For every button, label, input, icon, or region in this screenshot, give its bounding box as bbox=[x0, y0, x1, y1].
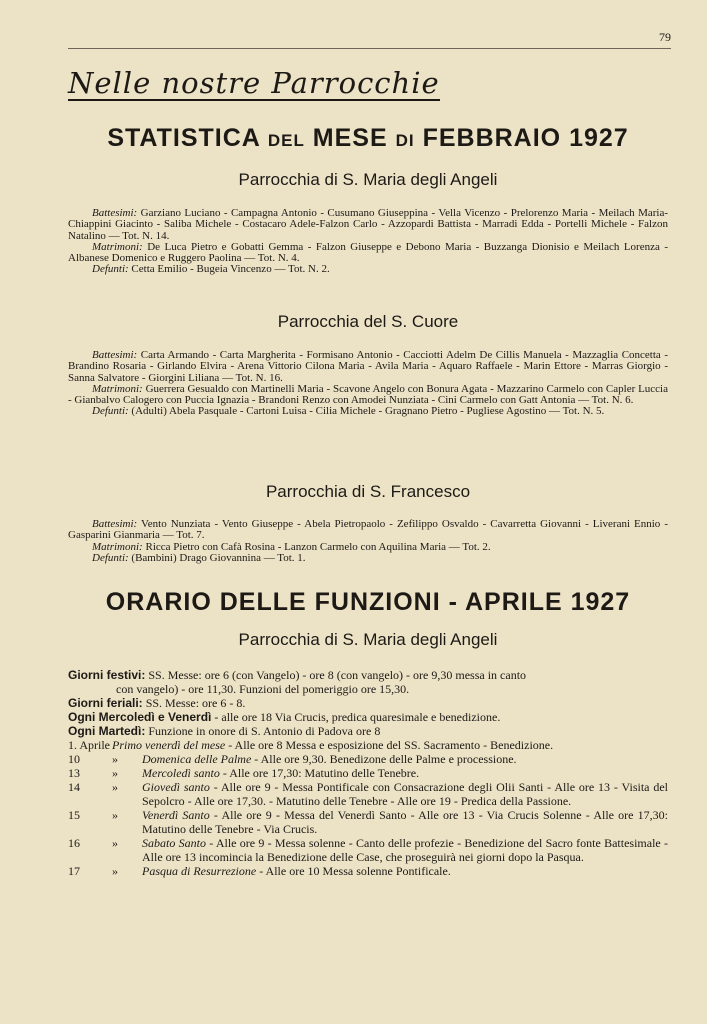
item-title: Primo venerdì del mese bbox=[112, 738, 226, 752]
label: Battesimi: bbox=[92, 207, 138, 219]
parish-record bbox=[68, 519, 668, 564]
title-word: FEBBRAIO 1927 bbox=[422, 124, 629, 152]
battesimi-text: Vento Nunziata - Vento Giuseppe - Abela Pietropaolo - Zefilippo Osvaldo - Cavarretta Giovanni - Liverani Ennio - Gasparini Gianmaria — Tot. 7. bbox=[68, 518, 668, 542]
matrimoni-text: De Luca Pietro e Gobatti Gemma - Falzon Giuseppe e Debono Maria - Buzzanga Dionisio e Meilach Lorenza - Albanese Domenico e Ruggero Paolina — Tot. N. 4. bbox=[68, 240, 668, 265]
schedule-line bbox=[68, 696, 668, 710]
title-word: DI bbox=[395, 131, 415, 150]
defunti-paragraph bbox=[68, 264, 668, 275]
label: Defunti: bbox=[92, 263, 129, 276]
schedule-line bbox=[68, 724, 668, 738]
ditto-mark: » bbox=[112, 808, 118, 822]
title-word: DEL bbox=[267, 131, 305, 150]
item-title: Sabato Santo bbox=[142, 836, 206, 850]
page-number: 79 bbox=[659, 30, 671, 44]
label: Matrimoni: bbox=[92, 540, 143, 553]
schedule-text: - alle ore 18 Via Crucis, predica quaresimale e benedizione. bbox=[214, 710, 501, 724]
item-text bbox=[142, 836, 668, 864]
parish-title: Parrocchia di S. Maria degli Angeli bbox=[238, 630, 498, 649]
item-title: Pasqua di Resurrezione bbox=[142, 864, 257, 878]
parish-title: Parrocchia del S. Cuore bbox=[277, 312, 459, 331]
item-description: - Alle ore 8 Messa e esposizione del SS. Sacramento - Benedizione. bbox=[228, 738, 554, 752]
item-text bbox=[142, 864, 668, 878]
defunti-text: (Bambini) Drago Giovannina — Tot. 1. bbox=[131, 551, 306, 564]
item-day: 15 bbox=[68, 808, 80, 822]
label: Battesimi: bbox=[92, 349, 138, 361]
item-description: - Alle ore 9 - Messa solenne - Canto delle profezie - Benedizione del Sacro fonte Battesimale - Alle ore 13 incomincia la Benedizione delle Case, che proseguirà nei giorni dopo la Pasqua. bbox=[142, 836, 669, 864]
item-title: Domenica delle Palme bbox=[142, 752, 252, 766]
schedule-line bbox=[68, 668, 668, 682]
title-word: STATISTICA bbox=[107, 124, 260, 152]
item-description: - Alle ore 9 - Messa del Venerdì Santo - Alle ore 13 - Via Crucis Solenne - Alle ore 17,30: Matutino delle Tenebre - Via Crucis. bbox=[142, 808, 668, 836]
matrimoni-paragraph bbox=[68, 242, 668, 265]
schedule-line bbox=[68, 710, 668, 724]
matrimoni-text: Ricca Pietro con Cafà Rosina - Lanzon Carmelo con Aquilina Maria — Tot. 2. bbox=[145, 540, 491, 553]
title-word: MESE bbox=[312, 124, 388, 152]
item-day: 14 bbox=[68, 780, 80, 794]
item-description: - Alle ore 9 - Messa Pontificale con Consacrazione degli Olii Santi - Alle ore 13 - Visita del Sepolcro - Alle ore 17,30. - Matutino delle Tenebre - Alle ore 19 - Predica della Passione. bbox=[142, 780, 668, 808]
schedule-item bbox=[68, 766, 668, 780]
schedule-text: SS. Messe: ore 6 (con Vangelo) - ore 8 (con vangelo) - ore 9,30 messa in canto bbox=[148, 668, 527, 682]
schedule-item bbox=[68, 808, 668, 836]
defunti-paragraph bbox=[68, 406, 668, 417]
item-text bbox=[142, 780, 668, 808]
schedule-item bbox=[68, 738, 668, 752]
item-description: - Alle ore 9,30. Benedizone delle Palme e processione. bbox=[254, 752, 517, 766]
section-heading: Nelle nostre Parrocchie bbox=[68, 66, 440, 100]
orario-title: ORARIO DELLE FUNZIONI - APRILE 1927 bbox=[105, 588, 631, 616]
ditto-mark: » bbox=[112, 864, 118, 878]
item-text bbox=[142, 752, 668, 766]
parish-record bbox=[68, 208, 668, 276]
item-title: Mercoledì santo bbox=[142, 766, 220, 780]
matrimoni-paragraph bbox=[68, 384, 668, 407]
battesimi-paragraph bbox=[68, 519, 668, 542]
battesimi-text: Carta Armando - Carta Margherita - Formisano Antonio - Cacciotti Adelm De Cillis Manuela - Mazzaglia Concetta - Brandino Rosaria - Girlando Elvira - Arena Vittorio Cilona Maria - Avila Maria - Aquaro Raffaele - Marin Ettore - Marras Giorgio - Sanna Salvatore - Giorgini Liliana — Tot. N. 16. bbox=[68, 349, 669, 384]
ditto-mark: » bbox=[112, 780, 118, 794]
label: Defunti: bbox=[92, 551, 129, 564]
item-text bbox=[112, 738, 668, 752]
schedule-general bbox=[68, 668, 668, 878]
schedule-label: Giorni feriali: bbox=[68, 696, 143, 710]
schedule-item bbox=[68, 864, 668, 878]
parish-title: Parrocchia di S. Francesco bbox=[265, 482, 471, 501]
defunti-text: Cetta Emilio - Bugeia Vincenzo — Tot. N. 2. bbox=[131, 263, 330, 276]
parish-record bbox=[68, 350, 668, 418]
schedule-line-continued: con vangelo) - ore 11,30. Funzioni del pomeriggio ore 15,30. bbox=[116, 682, 410, 696]
schedule-text: SS. Messe: ore 6 - 8. bbox=[145, 696, 246, 710]
item-day: 13 bbox=[68, 766, 80, 780]
schedule-label: Ogni Martedì: bbox=[68, 724, 146, 738]
item-day: 17 bbox=[68, 864, 80, 878]
schedule-label: Ogni Mercoledì e Venerdì bbox=[68, 710, 212, 724]
defunti-paragraph bbox=[68, 553, 668, 564]
schedule-item bbox=[68, 780, 668, 808]
battesimi-paragraph bbox=[68, 208, 668, 242]
ditto-mark: » bbox=[112, 752, 118, 766]
defunti-text: (Adulti) Abela Pasquale - Cartoni Luisa - Cilia Michele - Gragnano Pietro - Pugliese Agostino — Tot. N. 5. bbox=[131, 405, 605, 418]
item-description: - Alle ore 10 Messa solenne Pontificale. bbox=[259, 864, 451, 878]
battesimi-text: Garziano Luciano - Campagna Antonio - Cusumano Giuseppina - Vella Vicenzo - Prelorenzo Maria - Meilach Maria-Chiappini Giacinto - Saliba Michele - Costacaro Adele-Falzon Carlo - Azzopardi Battista - Marradi Edda - Portelli Michele - Falzon Natalino — Tot. N. 14. bbox=[68, 207, 668, 242]
ditto-mark: » bbox=[112, 766, 118, 780]
schedule-text: Funzione in onore di S. Antonio di Padova ore 8 bbox=[148, 724, 381, 738]
schedule-item bbox=[68, 836, 668, 864]
label: Matrimoni: bbox=[92, 240, 143, 253]
matrimoni-text: Guerrera Gesualdo con Martinelli Maria - Scavone Angelo con Bonura Agata - Mazzarino Carmelo con Capler Luccia - Gianbalvo Calogero con Puccia Ignazia - Brandoni Renzo con Amodei Nunziata - Cini Carmelo con Gatt Antonia — Tot. N. 6. bbox=[68, 382, 668, 407]
item-day: 1. Aprile bbox=[68, 738, 110, 752]
label: Defunti: bbox=[92, 405, 129, 418]
item-day: 10 bbox=[68, 752, 80, 766]
item-title: Giovedì santo bbox=[142, 780, 210, 794]
item-description: - Alle ore 17,30: Matutino delle Tenebre. bbox=[222, 766, 420, 780]
item-text bbox=[142, 808, 668, 836]
parish-title: Parrocchia di S. Maria degli Angeli bbox=[238, 170, 498, 189]
label: Matrimoni: bbox=[92, 382, 143, 395]
battesimi-paragraph bbox=[68, 350, 668, 384]
item-text bbox=[142, 766, 668, 780]
schedule-item bbox=[68, 752, 668, 766]
label: Battesimi: bbox=[92, 518, 138, 530]
item-title: Venerdì Santo bbox=[142, 808, 210, 822]
item-day: 16 bbox=[68, 836, 80, 850]
statistica-title bbox=[68, 124, 668, 153]
ditto-mark: » bbox=[112, 836, 118, 850]
schedule-label: Giorni festivi: bbox=[68, 668, 146, 682]
header-rule bbox=[68, 48, 671, 49]
